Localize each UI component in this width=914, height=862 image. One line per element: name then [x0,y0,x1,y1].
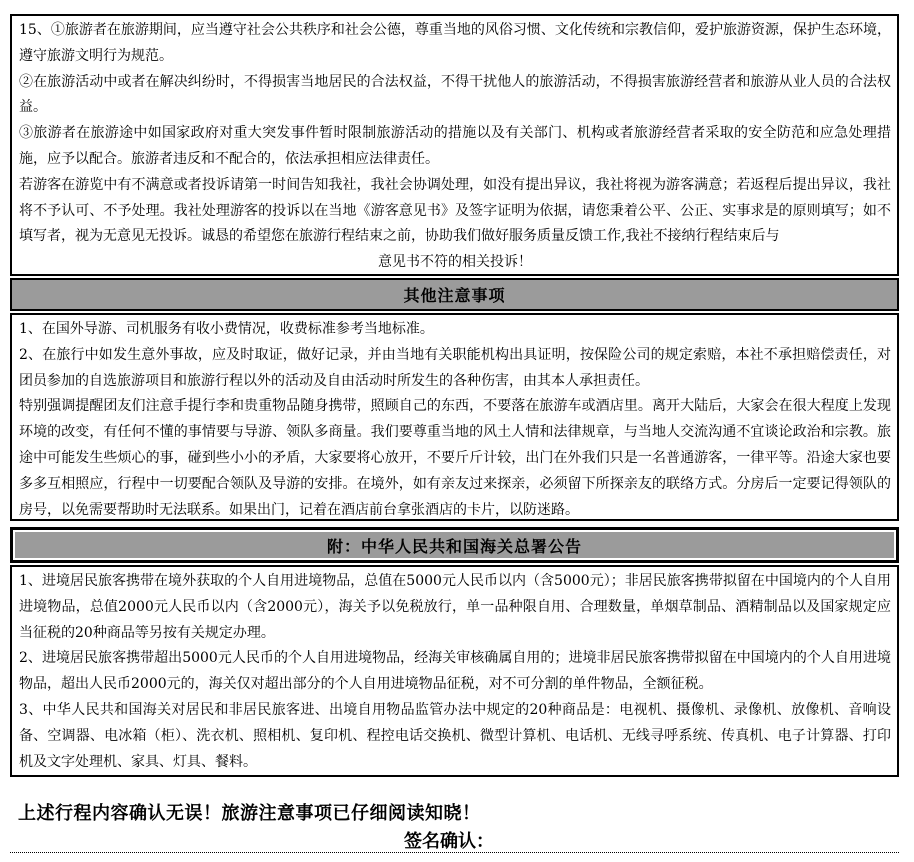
section-title: 附：中华人民共和国海关总署公告 [326,536,582,556]
customs-paragraph-1: 1、进境居民旅客携带在境外获取的个人自用进境物品，总值在5000元人民币以内（含5000元）；非居民旅客携带拟留在中国境内的个人自用进境物品，总值2000元人民币以内（含2000元），海关予以免税放行，单一品种限自用、合理数量，单烟草制品、酒精制品以及国家规定应当征税的20种商品等另按有关规定办理。 [19,573,891,641]
complaint-paragraph: 若游客在游览中有不满意或者投诉请第一时间告知我社，我社会协调处理，如没有提出异议，我社将视为游客满意；若返程后提出异议，我社将不予认可、不予处理。我社处理游客的投诉以在当地《游客意见书》及签字证明为依据，请您秉着公平、公正、实事求是的原则填写；如不填写者，视为无意见无投诉。诚恳的希望您在旅游行程结束之前，协助我们做好服务质量反馈工作,我社不接纳行程结束后与 [19,176,891,245]
note-paragraph-3: 特别强调提醒团友们注意手提行李和贵重物品随身携带，照顾自己的东西，不要落在旅游车或酒店里。离开大陆后，大家会在很大程度上发现环境的改变，有任何不懂的事情要与导游、领队多商量。我们要尊重当地的风土人情和法律规章，与当地人交流沟通不宜谈论政治和宗教。旅途中可能发生些烦心的事，碰到些小小的矛盾，大家要将心放开，不要斤斤计较，出门在外我们只是一名普通游客，一律平等。沿途大家也要多多互相照应，行程中一切要配合领队及导游的安排。在境外，如有亲友过来探亲，必须留下所探亲友的联络方式。分房后一定要记得领队的房号，以免需要帮助时无法联系。如果出门，记着在酒店前台拿张酒店的卡片，以防迷路。 [19,398,891,518]
signature-dotted-line [10,852,899,853]
customs-section [10,565,899,777]
note-paragraph-2: 2、在旅行中如发生意外事故，应及时取证，做好记录，并由当地有关职能机构出具证明，按保险公司的规定索赔，本社不承担赔偿责任，对团员参加的自选旅游项目和旅游行程以外的活动及自由活动时所发生的各种伤害，由其本人承担责任。 [19,346,891,389]
rule-paragraph-2: ②在旅游活动中或者在解决纠纷时，不得损害当地居民的合法权益，不得干扰他人的旅游活动，不得损害旅游经营者和旅游从业人员的合法权益。 [19,73,891,116]
section-title: 其他注意事项 [403,286,506,305]
section-heading-customs [10,527,899,563]
other-notes-section [10,313,899,521]
conduct-rules-section [10,14,899,276]
confirmation-statement: 上述行程内容确认无误！旅游注意事项已仔细阅读知晓！ [18,803,481,824]
customs-paragraph-2: 2、进境居民旅客携带超出5000元人民币的个人自用进境物品，经海关审核确属自用的；进境非居民旅客携带拟留在中国境内的个人自用进境物品，超出人民币2000元的，海关仅对超出部分的个人自用进境物品征税，对不可分割的单件物品，全额征税。 [19,650,891,693]
note-paragraph-1: 1、在国外导游、司机服务有收小费情况，收费标准参考当地标准。 [19,321,434,337]
signature-label: 签名确认： [404,831,494,852]
customs-paragraph-3: 3、中华人民共和国海关对居民和非居民旅客进、出境自用物品监管办法中规定的20种商品是：电视机、摄像机、录像机、放像机、音响设备、空调器、电冰箱（柜）、洗衣机、照相机、复印机、程控电话交换机、微型计算机、电话机、无线寻呼系统、传真机、电子计算器、打印机及文字处理机、家具、灯具、餐料。 [19,701,891,770]
complaint-last-line: 意见书不符的相关投诉！ [378,254,532,271]
rule-paragraph-3: ③旅游者在旅游途中如国家政府对重大突发事件暂时限制旅游活动的措施以及有关部门、机构或者旅游经营者采取的安全防范和应急处理措施，应予以配合。旅游者违反和不配合的，依法承担相应法律责任。 [19,125,891,167]
section-heading-other-notes [10,278,899,311]
rule-paragraph-1: 15、①旅游者在旅游期间，应当遵守社会公共秩序和社会公德，尊重当地的风俗习惯、文化传统和宗教信仰，爱护旅游资源，保护生态环境，遵守旅游文明行为规范。 [19,22,891,64]
